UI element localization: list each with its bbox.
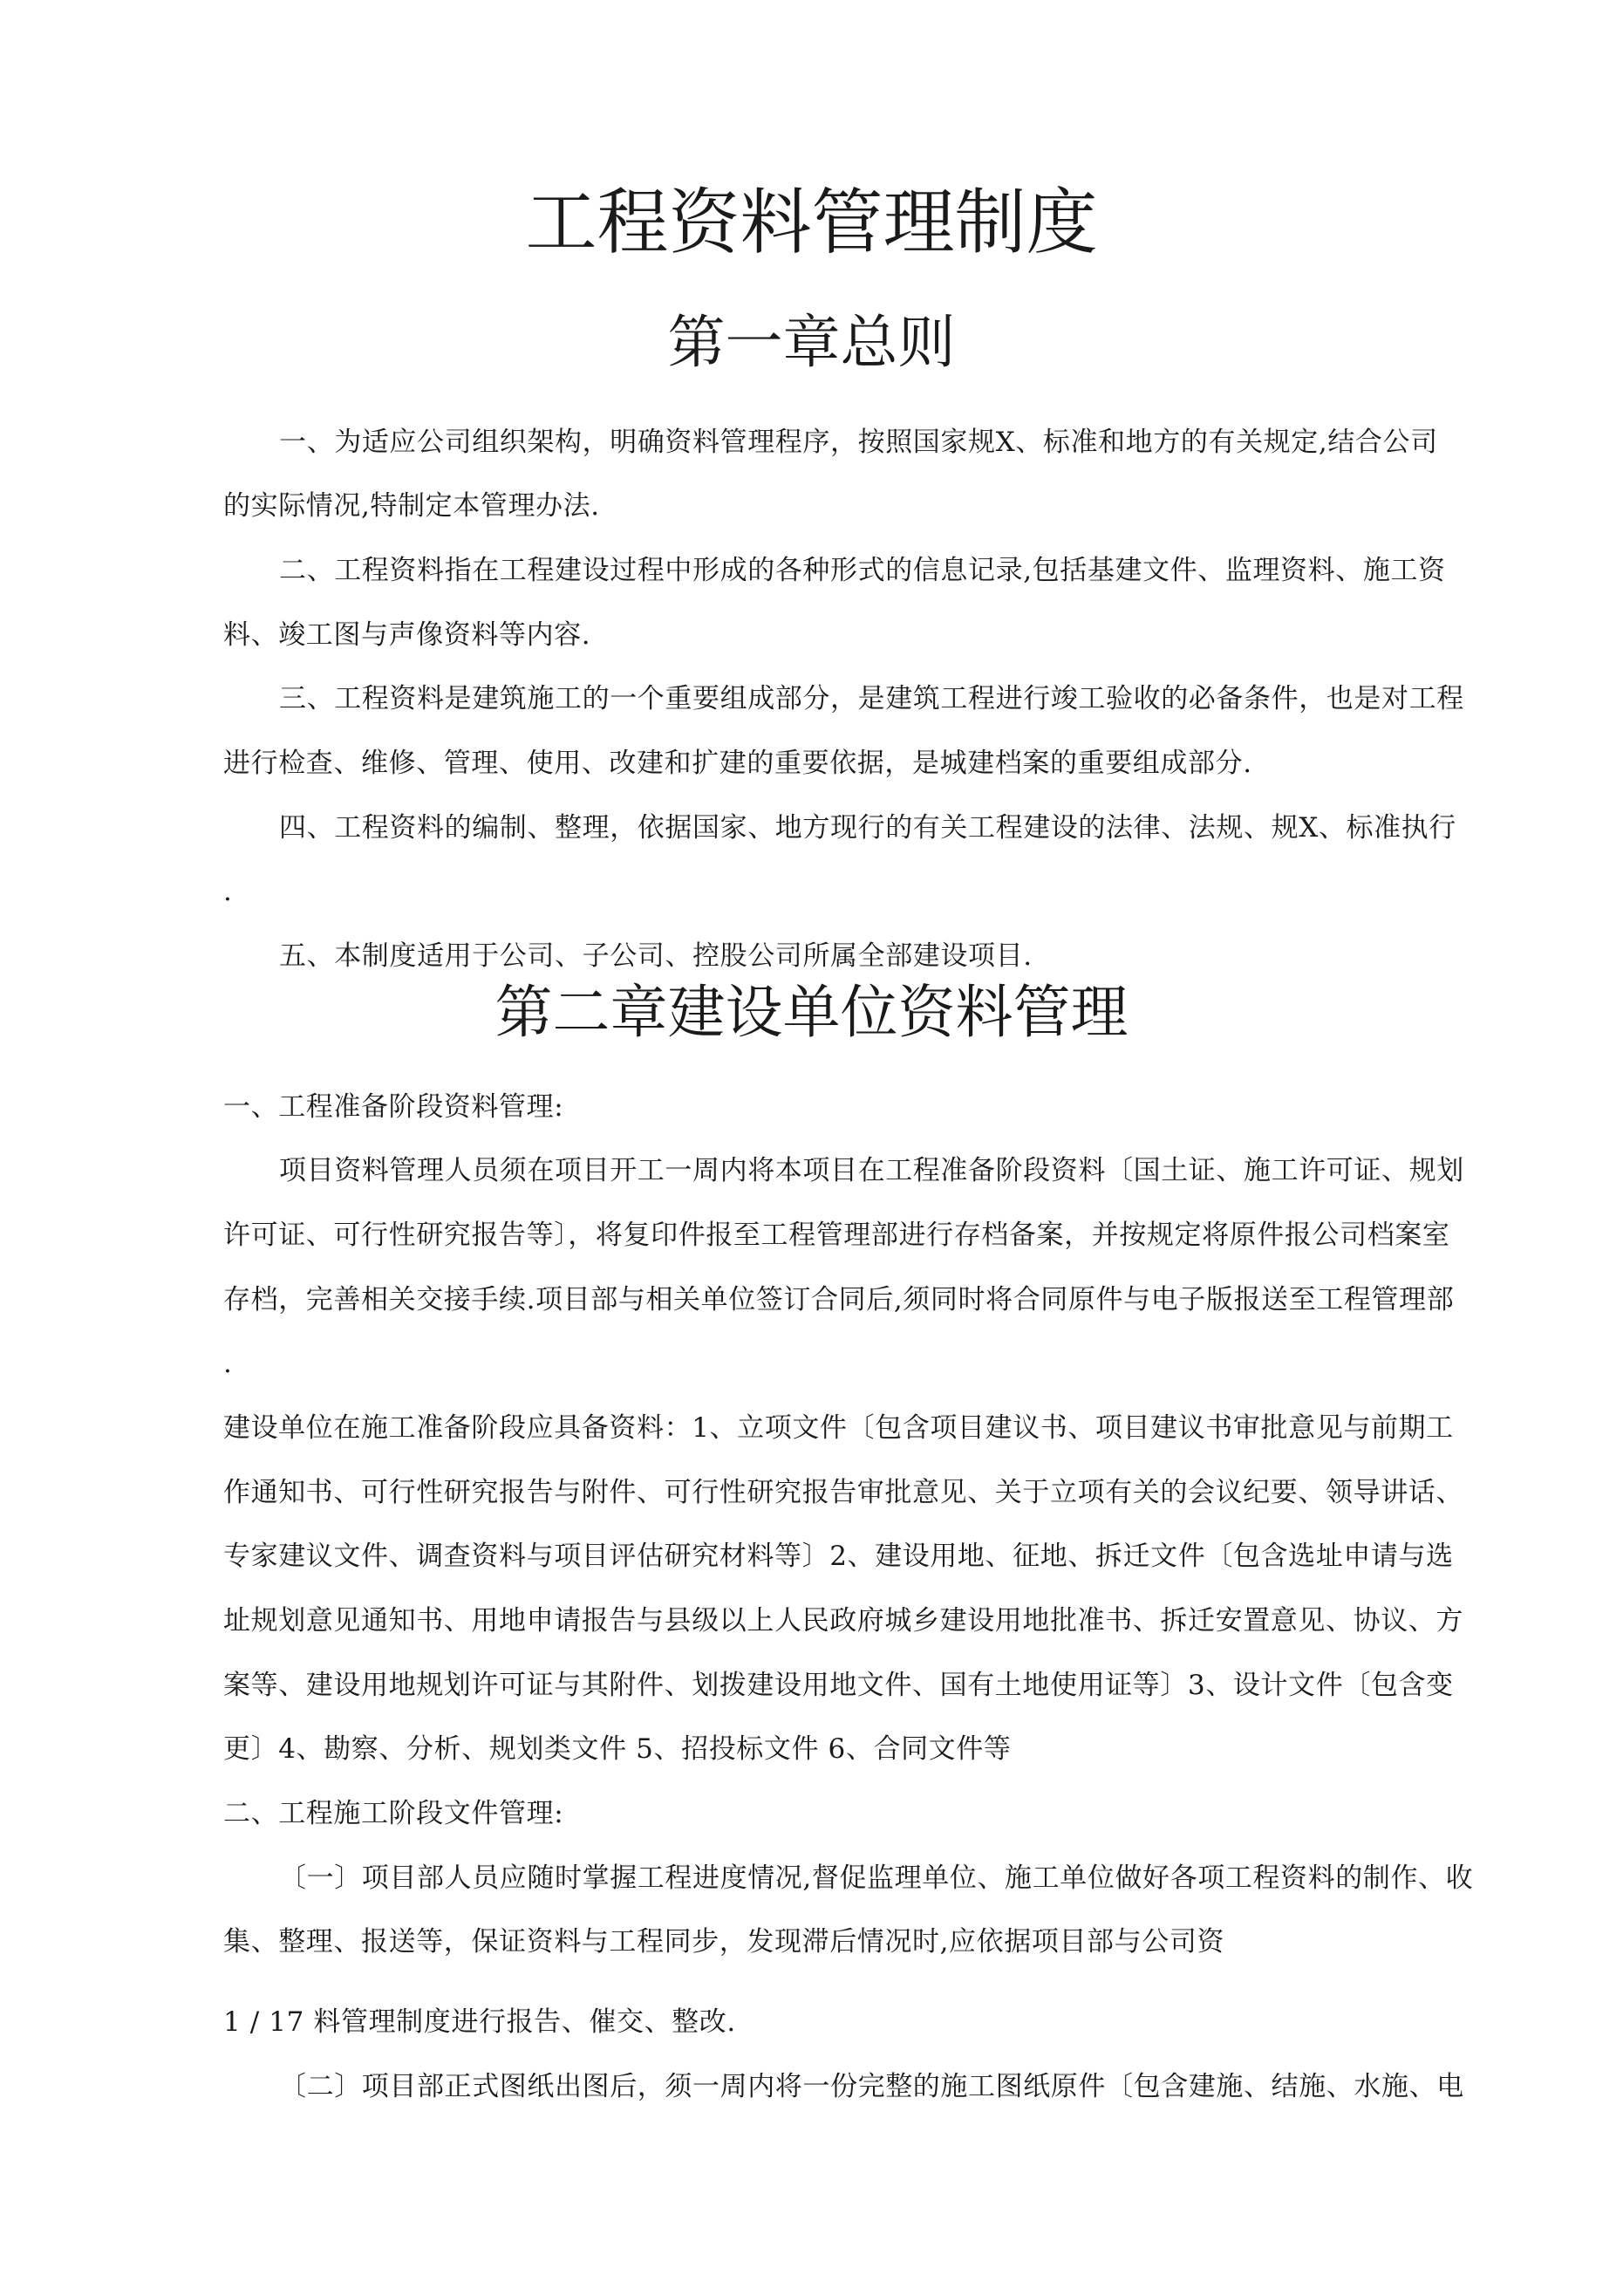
paragraph-line: 进行检查、维修、管理、使用、改建和扩建的重要依据，是城建档案的重要组成部分.	[223, 748, 1252, 779]
paragraph-line: .	[223, 876, 233, 907]
paragraph-line: 项目资料管理人员须在项目开工一周内将本项目在工程准备阶段资料〔国土证、施工许可证、规划	[279, 1155, 1464, 1186]
paragraph-line: 建设单位在施工准备阶段应具备资料：1、立项文件〔包含项目建议书、项目建议书审批意见与前期工	[223, 1412, 1454, 1444]
paragraph-line: 存档，完善相关交接手续.项目部与相关单位签订合同后,须同时将合同原件与电子版报送至工程管理部	[223, 1284, 1455, 1315]
paragraph-line: 许可证、可行性研究报告等〕，将复印件报至工程管理部进行存档备案，并按规定将原件报公司档案室	[223, 1220, 1450, 1251]
paragraph-line: 二、工程资料指在工程建设过程中形成的各种形式的信息记录,包括基建文件、监理资料、施工资	[279, 555, 1446, 586]
paragraph-line: 作通知书、可行性研究报告与附件、可行性研究报告审批意见、关于立项有关的会议纪要、领导讲话、	[223, 1477, 1463, 1508]
chapter-2-heading: 第二章建设单位资料管理	[494, 979, 1129, 1046]
paragraph-line: 五、本制度适用于公司、子公司、控股公司所属全部建设项目.	[279, 940, 1033, 972]
paragraph-line: 址规划意见通知书、用地申请报告与县级以上人民政府城乡建设用地批准书、拆迁安置意见、协议、方	[223, 1605, 1463, 1637]
paragraph-line: 四、工程资料的编制、整理，依据国家、地方现行的有关工程建设的法律、法规、规X、标准执行	[279, 812, 1456, 844]
document-title: 工程资料管理制度	[525, 181, 1098, 264]
paragraph-line: 案等、建设用地规划许可证与其附件、划拨建设用地文件、国有土地使用证等〕3、设计文件〔包含变	[223, 1670, 1454, 1701]
paragraph-line: 〔一〕项目部人员应随时掌握工程进度情况,督促监理单位、施工单位做好各项工程资料的制作、收	[279, 1862, 1474, 1894]
paragraph-line: 三、工程资料是建筑施工的一个重要组成部分，是建筑工程进行竣工验收的必备条件，也是对工程	[279, 683, 1464, 714]
paragraph-line: 集、整理、报送等，保证资料与工程同步，发现滞后情况时,应依据项目部与公司资	[223, 1926, 1225, 1958]
page-number-line: 1 / 17 料管理制度进行报告、催交、整改.	[223, 2006, 736, 2038]
paragraph-line: 一、为适应公司组织架构，明确资料管理程序，按照国家规X、标准和地方的有关规定,结合公司	[279, 427, 1438, 458]
paragraph-line: 〔二〕项目部正式图纸出图后，须一周内将一份完整的施工图纸原件〔包含建施、结施、水施、电	[279, 2071, 1464, 2102]
paragraph-line: 更〕4、勘察、分析、规划类文件 5、招投标文件 6、合同文件等	[223, 1733, 1012, 1765]
paragraph-line: 专家建议文件、调查资料与项目评估研究材料等〕2、建设用地、征地、拆迁文件〔包含选址申请与选	[223, 1541, 1454, 1572]
section-heading: 一、工程准备阶段资料管理:	[223, 1091, 564, 1123]
paragraph-line: 的实际情况,特制定本管理办法.	[223, 490, 600, 522]
chapter-1-heading: 第一章总则	[667, 309, 956, 376]
section-heading: 二、工程施工阶段文件管理:	[223, 1798, 564, 1829]
paragraph-line: 料、竣工图与声像资料等内容.	[223, 619, 591, 651]
paragraph-line: .	[223, 1348, 233, 1379]
